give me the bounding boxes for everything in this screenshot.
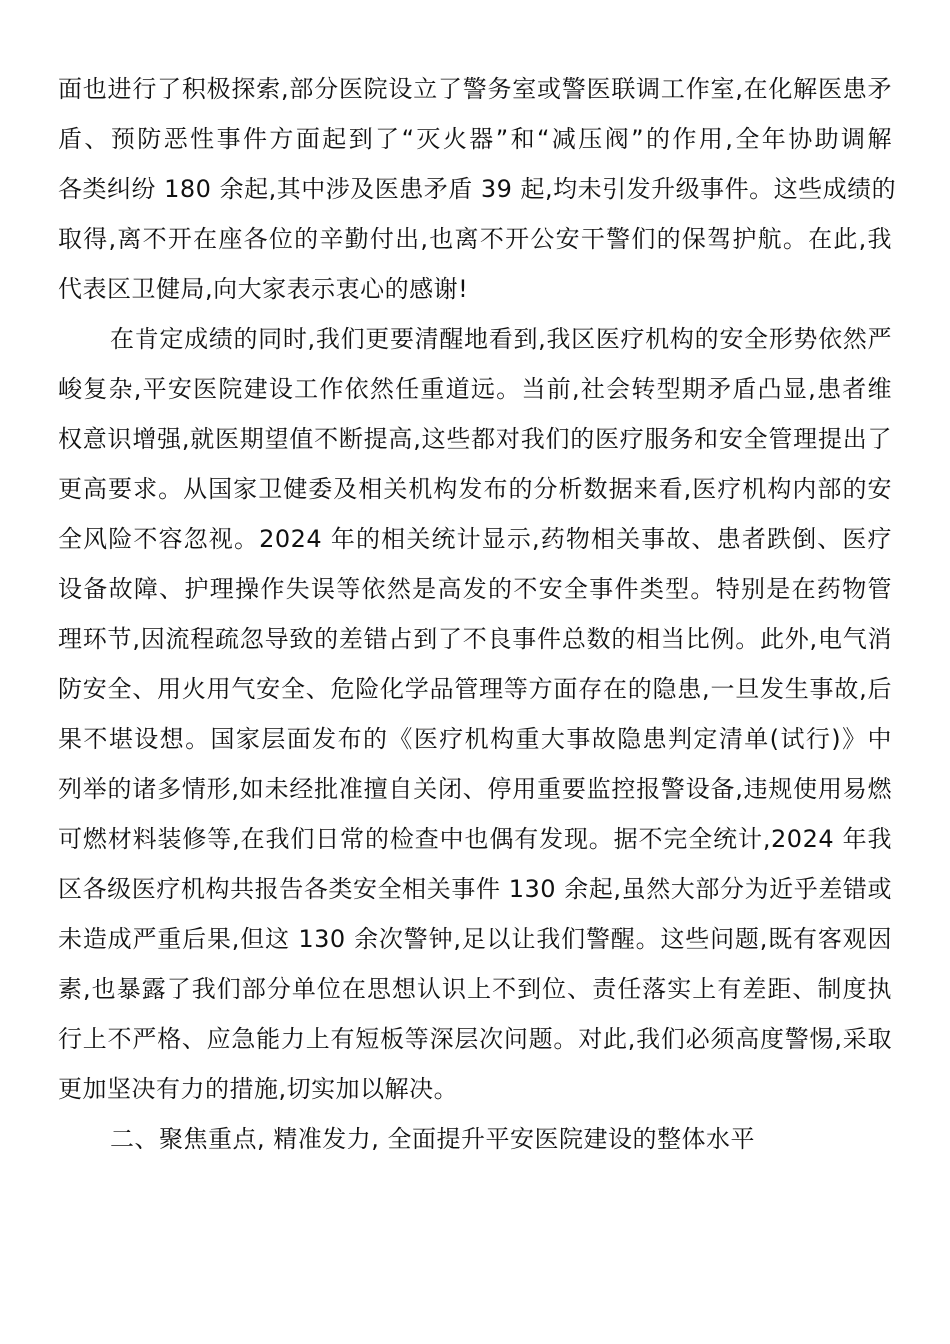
section-heading: 二、聚焦重点, 精准发力, 全面提升平安医院建设的整体水平 bbox=[110, 1125, 756, 1153]
text-line: 果不堪设想。国家层面发布的《医疗机构重大事故隐患判定清单(试行)》中 bbox=[58, 725, 892, 753]
text-line: 防安全、用火用气安全、危险化学品管理等方面存在的隐患,一旦发生事故,后 bbox=[58, 675, 892, 703]
text-line: 素,也暴露了我们部分单位在思想认识上不到位、责任落实上有差距、制度执 bbox=[58, 975, 892, 1003]
text-line: 峻复杂,平安医院建设工作依然任重道远。当前,社会转型期矛盾凸显,患者维 bbox=[58, 375, 892, 403]
paragraph-2 bbox=[58, 314, 892, 1114]
paragraph-1 bbox=[58, 64, 897, 314]
text-line: 未造成严重后果,但这 130 余次警钟,足以让我们警醒。这些问题,既有客观因 bbox=[58, 925, 892, 953]
text-line: 区各级医疗机构共报告各类安全相关事件 130 余起,虽然大部分为近乎差错或 bbox=[58, 875, 892, 903]
text-line: 更高要求。从国家卫健委及相关机构发布的分析数据来看,医疗机构内部的安 bbox=[58, 475, 892, 503]
text-line: 面也进行了积极探索,部分医院设立了警务室或警医联调工作室,在化解医患矛 bbox=[58, 75, 892, 103]
text-line: 行上不严格、应急能力上有短板等深层次问题。对此,我们必须高度警惕,采取 bbox=[58, 1025, 892, 1053]
text-line: 理环节,因流程疏忽导致的差错占到了不良事件总数的相当比例。此外,电气消 bbox=[58, 625, 892, 653]
text-line: 权意识增强,就医期望值不断提高,这些都对我们的医疗服务和安全管理提出了 bbox=[58, 425, 892, 453]
text-line: 盾、预防恶性事件方面起到了“灭火器”和“减压阀”的作用,全年协助调解 bbox=[58, 125, 892, 153]
text-line: 取得,离不开在座各位的辛勤付出,也离不开公安干警们的保驾护航。在此,我 bbox=[58, 225, 892, 253]
section-heading-block bbox=[58, 1114, 892, 1164]
document-page bbox=[58, 64, 897, 1164]
text-line: 全风险不容忽视。2024 年的相关统计显示,药物相关事故、患者跌倒、医疗 bbox=[58, 525, 892, 553]
text-line: 更加坚决有力的措施,切实加以解决。 bbox=[58, 1075, 459, 1103]
text-line: 设备故障、护理操作失误等依然是高发的不安全事件类型。特别是在药物管 bbox=[58, 575, 892, 603]
text-line: 在肯定成绩的同时,我们更要清醒地看到,我区医疗机构的安全形势依然严 bbox=[110, 325, 892, 353]
text-line: 各类纠纷 180 余起,其中涉及医患矛盾 39 起,均未引发升级事件。这些成绩的 bbox=[58, 175, 897, 203]
text-line: 代表区卫健局,向大家表示衷心的感谢! bbox=[58, 275, 469, 303]
text-line: 可燃材料装修等,在我们日常的检查中也偶有发现。据不完全统计,2024 年我 bbox=[58, 825, 892, 853]
text-line: 列举的诸多情形,如未经批准擅自关闭、停用重要监控报警设备,违规使用易燃 bbox=[58, 775, 892, 803]
